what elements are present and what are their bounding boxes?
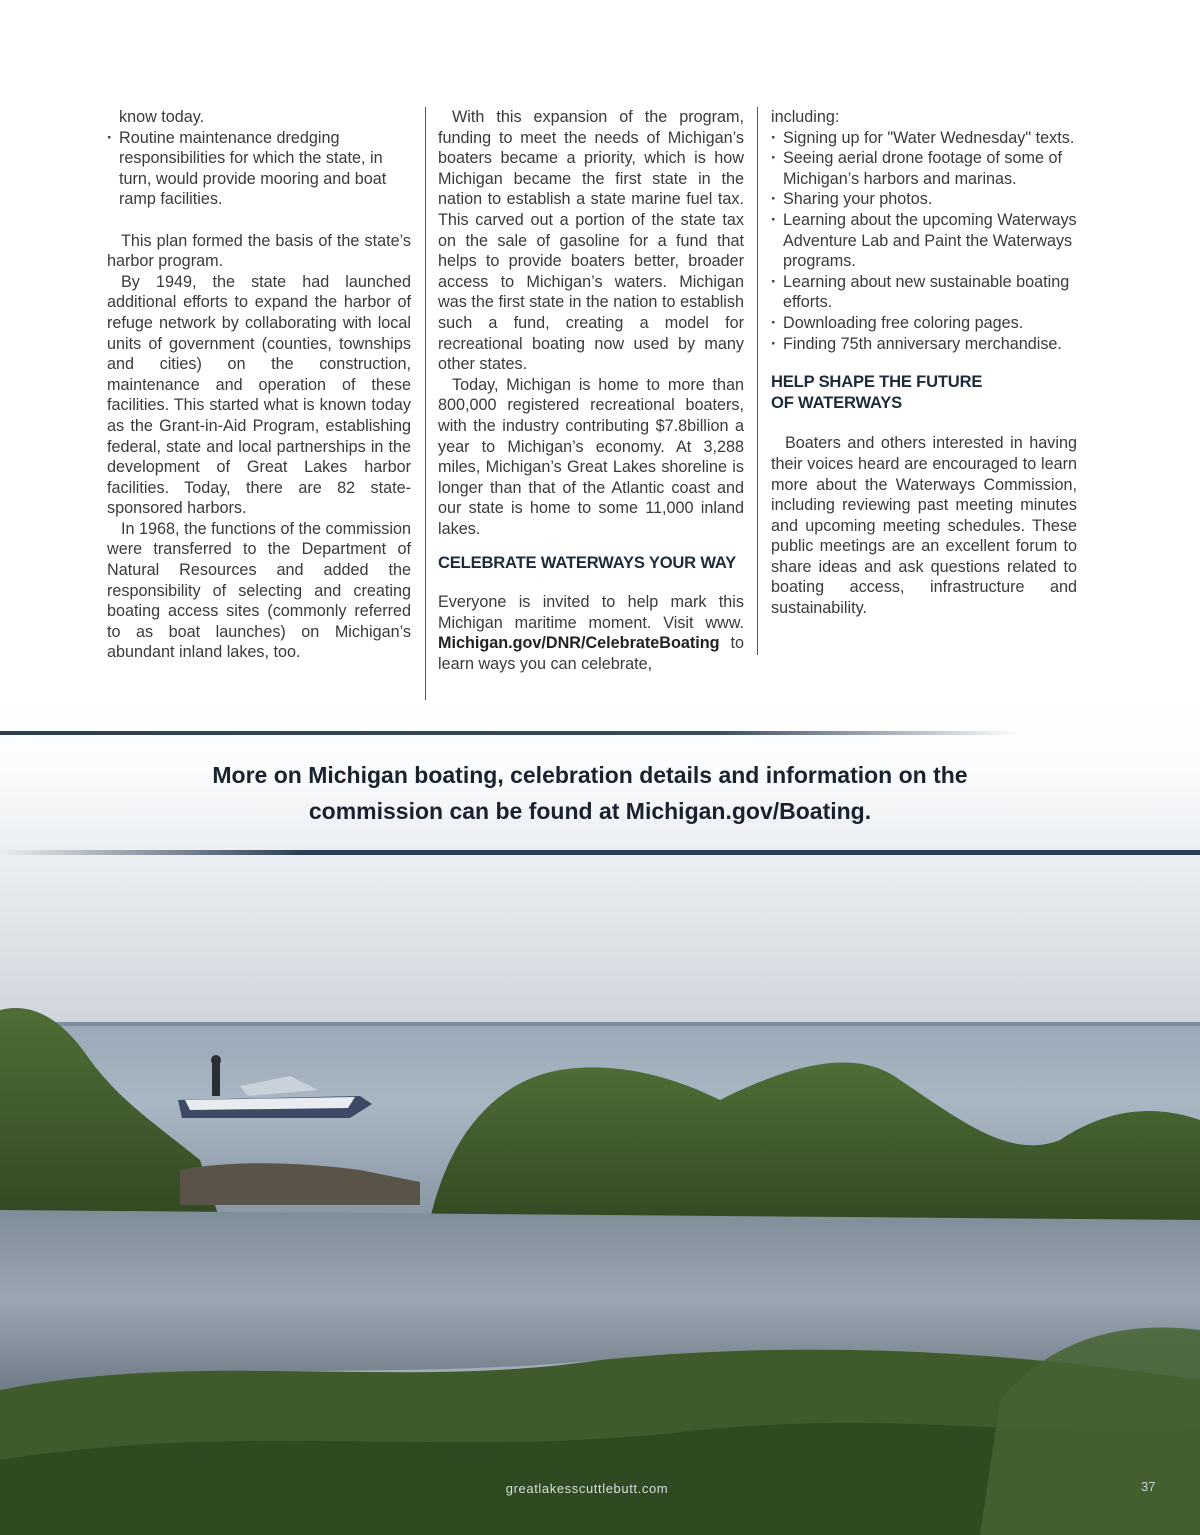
article-column-3 [771, 107, 1077, 619]
column2-paragraph: With this expansion of the program, funding to meet the needs of Michigan’s boaters became a priority, which is how Michigan became the first state in the nation to establish a state marine fuel tax. This carved out a portion of the state tax on the sale of gasoline for a fund that helps to provide boaters better, broader access to Michigan’s waters. Michigan was the first state in the nation to establish such a fund, creating a model for recreational boating now used by many other states. [438, 108, 744, 374]
column1-bullet-item: · Routine maintenance dredging responsibilities for which the state, in turn, would provide mooring and boat ramp facilities. [107, 128, 411, 210]
column3-bullet-list [771, 128, 1077, 355]
banner-bottom-rule [0, 850, 1200, 855]
column3-lead-in: including: [771, 108, 840, 126]
heading-line: OF WATERWAYS [771, 392, 902, 412]
list-item: · Finding 75th anniversary merchandise. [771, 334, 1077, 355]
column-divider [757, 107, 758, 655]
banner-top-rule [0, 731, 1020, 735]
article-column-1 [107, 107, 411, 663]
column2-paragraph-celebrate [438, 592, 744, 674]
column2-paragraph: Today, Michigan is home to more than 800,000 registered recreational boaters, with the industry contributing $7.8billion a year to Michigan’s economy. At 3,288 miles, Michigan’s Great Lakes shoreline is longer than that of the Atlantic coast and our state is home to some 11,000 inland lakes. [438, 375, 744, 538]
section-heading-celebrate: CELEBRATE WATERWAYS YOUR WAY [438, 553, 737, 573]
column1-lead-in: know today. [119, 108, 205, 126]
list-item: · Downloading free coloring pages. [771, 313, 1077, 334]
list-item: · Sharing your photos. [771, 189, 1077, 210]
column1-bullet-list [107, 128, 411, 210]
list-item: · Seeing aerial drone footage of some of Michigan’s harbors and marinas. [771, 148, 1077, 189]
banner-line: More on Michigan boating, celebration details and information on the [212, 762, 968, 788]
section-heading-help-shape [771, 372, 1077, 413]
footer-website-url[interactable]: greatlakesscuttlebutt.com [505, 1481, 669, 1496]
article-column-2 [438, 107, 744, 674]
list-item: · Learning about new sustainable boating efforts. [771, 272, 1077, 313]
column3-paragraph: Boaters and others interested in having their voices heard are encouraged to learn more about the Waterways Commission, including reviewing past meeting minutes and upcoming meeting schedules. These public meetings are an excellent forum to share ideas and ask questions related to boating access, infrastructure and sustainability. [771, 434, 1077, 618]
column1-paragraph: This plan formed the basis of the state’s harbor program. [107, 231, 411, 271]
page-number: 37 [1141, 1479, 1156, 1494]
list-item: · Signing up for "Water Wednesday" texts. [771, 128, 1077, 149]
column1-paragraph: In 1968, the functions of the commission were transferred to the Department of Natural Resources and added the responsibility of selecting and creating boating access sites (commonly referred to as boat launches) on Michigan’s abundant inland lakes, too. [107, 519, 411, 662]
column-divider [425, 107, 426, 703]
boating-info-banner [150, 757, 1030, 829]
banner-line: commission can be found at Michigan.gov/Boating. [308, 798, 872, 824]
celebrate-text-end: to learn ways you can celebrate, [438, 634, 744, 673]
heading-line: HELP SHAPE THE FUTURE [771, 372, 983, 392]
list-item: · Learning about the upcoming Waterways Adventure Lab and Paint the Waterways programs. [771, 210, 1077, 272]
celebrate-boating-link[interactable]: Michigan.gov/DNR/CelebrateBoating [438, 634, 720, 653]
column1-paragraph: By 1949, the state had launched additional efforts to expand the harbor of refuge network by collaborating with local units of government (counties, townships and cities) on the construction, maintenance and operation of these facilities. This started what is known today as the Grant-in-Aid Program, establishing federal, state and local partnerships in the development of Great Lakes harbor facilities. Today, there are 82 state-sponsored harbors. [107, 272, 411, 518]
celebrate-text: Everyone is invited to help mark this Michigan maritime moment. Visit www. [438, 593, 744, 632]
